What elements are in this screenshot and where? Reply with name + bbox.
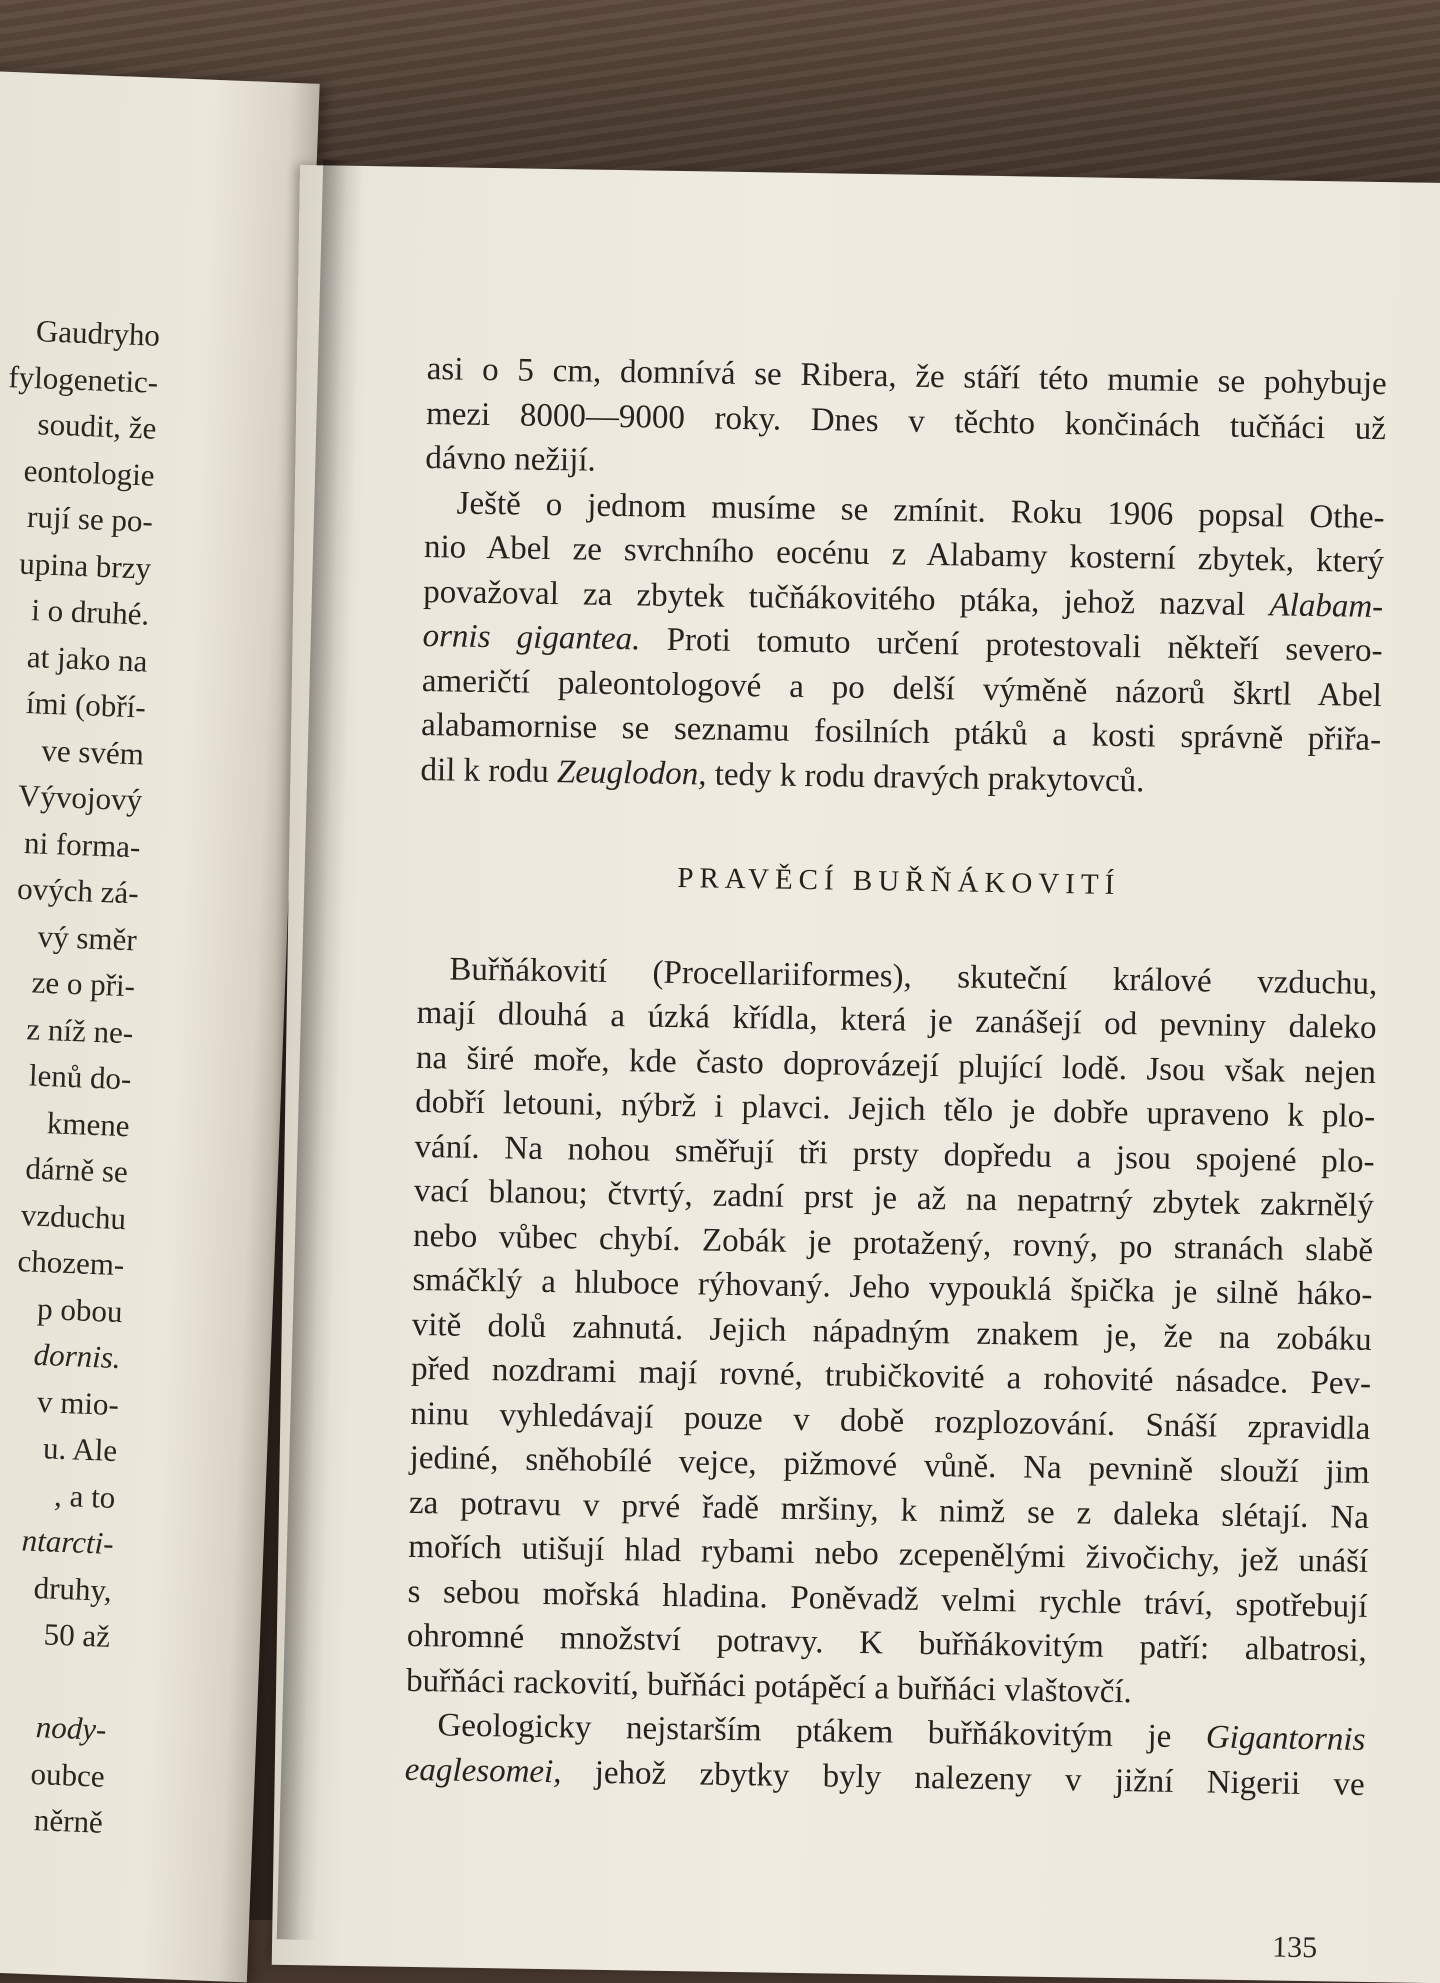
text-line: vání. Na nohou směřují tři prsty dopředu a jsou spojené plo- (414, 1128, 1375, 1180)
left-line: eontologie (23, 452, 156, 493)
left-page (0, 70, 320, 1982)
left-line: oubce (29, 1755, 106, 1794)
left-page-text (0, 306, 161, 1846)
left-line: dárně se (24, 1150, 129, 1190)
left-line: at jako na (26, 638, 149, 679)
genus-name-italic: Gigantornis (1205, 1719, 1366, 1758)
left-line: druhy, (33, 1569, 113, 1608)
left-line: i o druhé. (30, 592, 150, 632)
text-line: alabamornise se seznamu fosilních ptáků a kosti správně přiřa- (420, 706, 1382, 759)
left-line: něrně (33, 1802, 104, 1840)
text-line: ohromné množství potravy. K buřňákovitým patří: albatrosi, (406, 1617, 1368, 1669)
text-fragment: Proti tomuto určení protestovali někteří severo- (640, 621, 1383, 670)
left-line: vzduchu (20, 1196, 127, 1236)
text-line: smáčklý a hluboce rýhovaný. Jeho vypouklá špička je silně háko- (412, 1261, 1373, 1313)
left-line: upina brzy (18, 545, 152, 586)
left-line: ze o při- (31, 964, 136, 1004)
paragraph-mummy (425, 347, 1387, 496)
text-line: jediné, sněhobílé vejce, pižmové vůně. Na pevnině slouží jim (409, 1439, 1370, 1491)
left-line: chozem- (16, 1243, 125, 1283)
paragraph-gigantornis (404, 1703, 1365, 1807)
text-line: Ještě o jednom musíme se zmínit. Roku 1906 popsal Othe- (456, 485, 1385, 536)
left-line: , a to (53, 1477, 117, 1515)
text-line: za potravu v prvé řadě mršiny, k nimž se z daleka slétají. Na (408, 1484, 1370, 1536)
left-line: dornis. (33, 1336, 122, 1376)
left-line: vý směr (37, 918, 138, 957)
text-fragment: považoval za zbytek tučňákovitého ptáka, jehož nazval (423, 573, 1246, 623)
species-name-italic: ornis gigantea. (422, 617, 641, 658)
section-heading: PRAVĚCÍ BUŘŇÁKOVITÍ (677, 862, 1121, 901)
text-fragment: jehož zbytky byly nalezeny v jižní Nigerii ve (561, 1753, 1365, 1803)
left-line: kmene (46, 1104, 131, 1143)
left-line: rují se po- (26, 498, 154, 539)
text-fragment: dil k rodu (420, 751, 550, 790)
right-page (272, 165, 1440, 1983)
genus-name-italic: Zeuglodon, (556, 753, 707, 792)
text-line: dobří letouni, nýbrž i plavci. Jejich tělo je dobře upraveno k plo- (415, 1083, 1376, 1136)
left-line: soudit, že (36, 406, 158, 446)
text-line: mořích utišují hlad rybami nebo zcepenělými živočichy, jež unáší (408, 1528, 1369, 1580)
left-line: 50 až (43, 1616, 111, 1654)
left-line: Gaudryho (35, 313, 161, 353)
left-line: ve svém (40, 732, 145, 772)
text-line: mezi 8000—9000 roky. Dnes v těchto končinách tučňáci už (425, 395, 1387, 447)
text-line: před nozdrami mají rovné, trubičkovité a rohovité násadce. Pev- (410, 1350, 1372, 1402)
left-line: ntarcti- (21, 1522, 115, 1561)
text-line: asi o 5 cm, domnívá se Ribera, že stáří této mumie se pohybuje (426, 351, 1387, 403)
text-line: s sebou mořská hladina. Poněvadž velmi rychle tráví, spotřebují (407, 1573, 1368, 1625)
text-line: nebo vůbec chybí. Zobák je protažený, rovný, po stranách slabě (412, 1217, 1374, 1269)
left-line: nody- (35, 1709, 108, 1747)
text-line: mají dlouhá a úzká křídla, která je zanášejí od pevniny daleko (416, 994, 1377, 1047)
left-line: ových zá- (16, 870, 140, 911)
text-line: na širé moře, kde často doprovázejí plující lodě. Jsou však nejen (415, 1039, 1377, 1091)
left-line: ími (obří- (25, 685, 147, 725)
species-name-italic: eaglesomei, (404, 1751, 562, 1790)
left-line: v mio- (36, 1383, 120, 1422)
text-line: vitě dolů zahnutá. Jejich nápadným znakem je, že na zobáku (411, 1306, 1372, 1358)
left-line: z níž ne- (25, 1010, 134, 1050)
left-line: u. Ale (42, 1430, 118, 1469)
text-line: Buřňákovití (Procellariiformes), skuteční králové vzduchu, (449, 950, 1378, 1002)
left-line: fylogenetic- (7, 358, 159, 400)
page-number: 135 (1271, 1930, 1318, 1965)
left-line: ni forma- (23, 824, 141, 864)
paragraph-alabamornis (420, 481, 1385, 808)
left-line: Vývojový (17, 777, 143, 818)
text-fragment: tedy k rodu dravých prakytovců. (706, 755, 1145, 799)
text-line: ninu vyhledávají pouze v době rozplozování. Snáší zpravidla (410, 1395, 1371, 1447)
paragraph-procellariiformes (406, 946, 1378, 1717)
left-line: lenů do- (28, 1057, 133, 1097)
text-line: vací blanou; čtvrtý, zadní prst je až na nepatrný zbytek zakrnělý (413, 1172, 1375, 1224)
text-line: nio Abel ze svrchního eocénu z Alabamy kosterní zbytek, který (423, 528, 1385, 581)
text-line: buřňáci rackovití, buřňáci potápěcí a buřňáci vlaštovčí. (405, 1662, 1133, 1710)
right-page-text (404, 347, 1387, 1807)
text-line: američtí paleontologové a po delší výměně názorů škrtl Abel (421, 662, 1383, 714)
species-name-italic: Alabam- (1269, 586, 1384, 625)
left-line (0, 1654, 109, 1707)
left-line: p obou (36, 1290, 124, 1329)
text-fragment: Geologicky nejstarším ptákem buřňákovitým je (437, 1707, 1172, 1755)
text-line: dávno nežijí. (425, 440, 597, 479)
